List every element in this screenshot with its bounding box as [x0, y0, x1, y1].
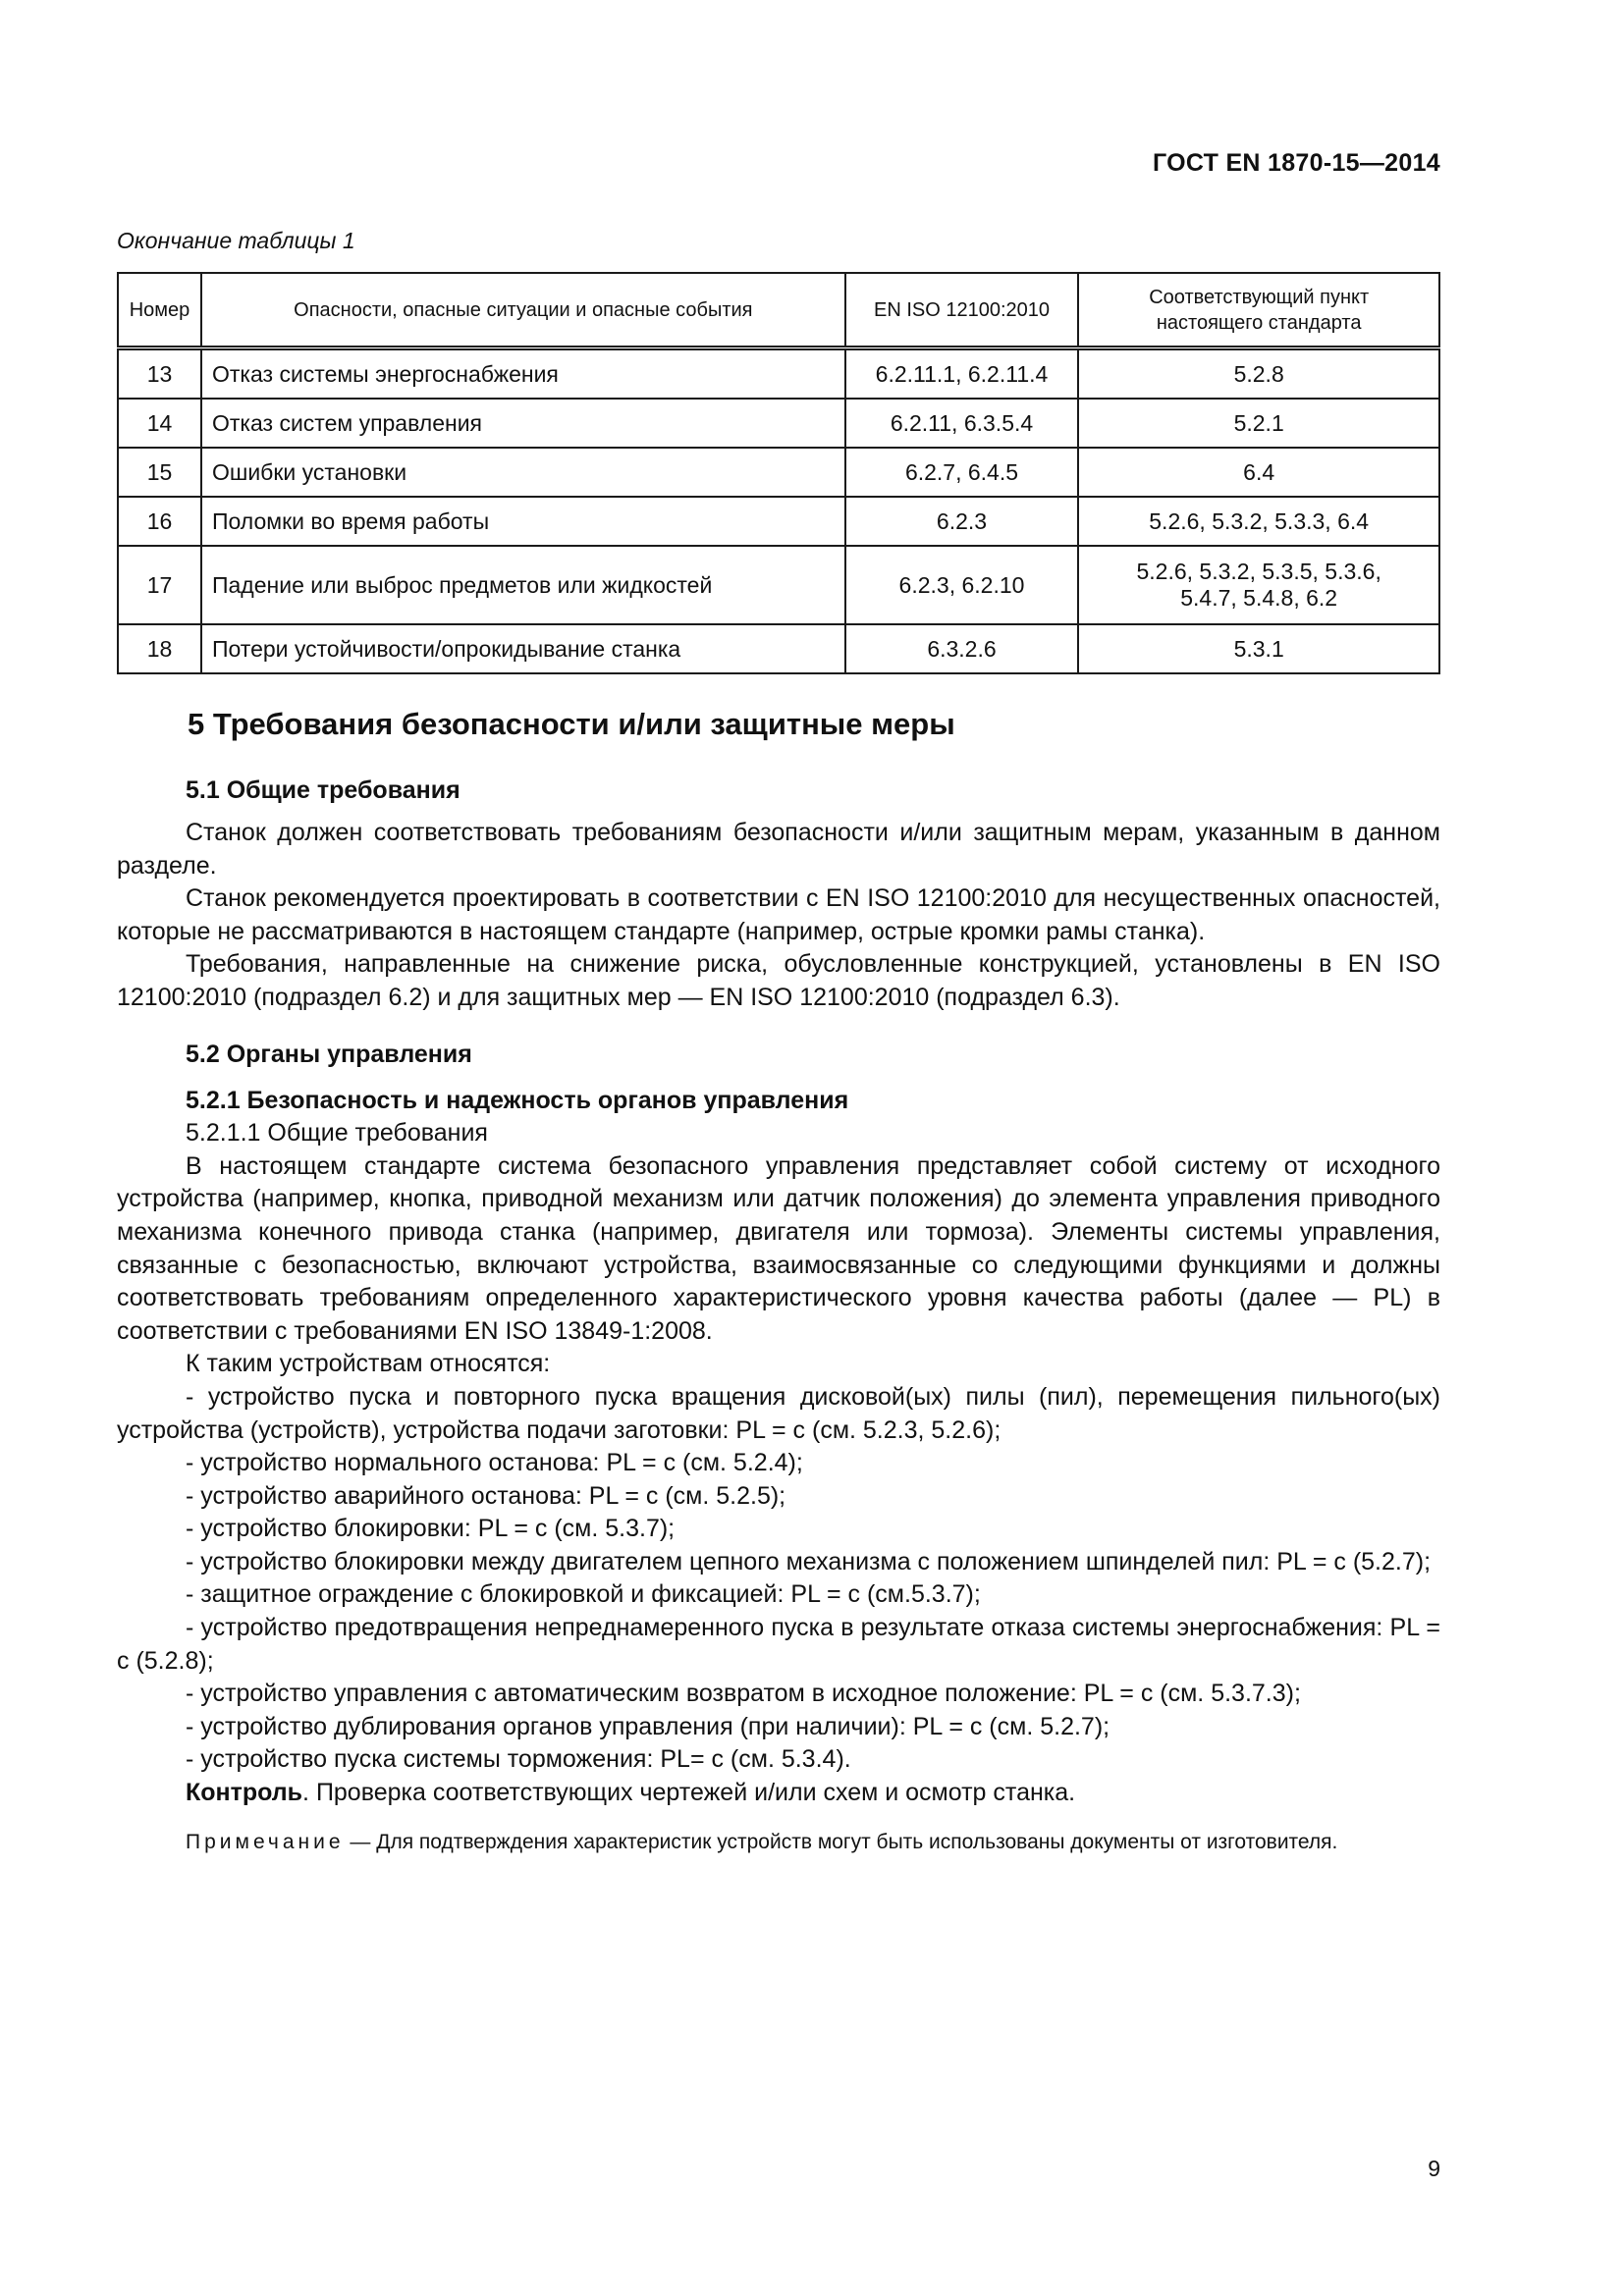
- row-number-cell: 15: [118, 448, 201, 497]
- row-number-cell: 14: [118, 399, 201, 448]
- standard-code-header: ГОСТ EN 1870-15—2014: [1153, 149, 1440, 177]
- table-row: [118, 348, 1439, 400]
- row-iso-cell: 6.2.7, 6.4.5: [845, 448, 1079, 497]
- paragraph: В настоящем стандарте система безопасного управления представляет собой систему от исходного устройства (например, кнопка, приводной механизм или датчик положения) до элемента управления приводного механизма конечного привода станка (например, двигателя или тормоза). Элементы системы управления, связанные с безопасностью, включают устройства, взаимосвязанные со следующими функциями и должны соответствовать требованиям определенного характеристического уровня качества работы (далее — PL) в соответствии с требованиями EN ISO 13849-1:2008.: [117, 1151, 1440, 1345]
- column-header-number: Номер: [118, 273, 201, 348]
- row-iso-cell: 6.3.2.6: [845, 624, 1079, 673]
- paragraph: Станок рекомендуется проектировать в соответствии с EN ISO 12100:2010 для несущественных опасностей, которые не рассматриваются в настоящем стандарте (например, острые кромки рамы станка).: [117, 884, 1440, 945]
- note-paragraph: [117, 1828, 1440, 1856]
- section-5-title: 5 Требования безопасности и/или защитные меры: [188, 707, 955, 741]
- list-intro: К таким устройствам относятся:: [186, 1350, 551, 1378]
- list-item: - защитное ограждение с блокировкой и фиксацией: PL = с (см.5.3.7);: [186, 1580, 981, 1609]
- list-item: - устройство дублирования органов управления (при наличии): PL = с (см. 5.2.7);: [186, 1712, 1110, 1740]
- list-item: - устройство пуска системы торможения: PL= с (см. 5.3.4).: [186, 1745, 851, 1774]
- table-row: [118, 497, 1439, 546]
- row-hazard-cell: Падение или выброс предметов или жидкостей: [201, 546, 845, 624]
- list-item: - устройство пуска и повторного пуска вращения дисковой(ых) пилы (пил), перемещения пильного(ых) устройства (устройств), устройства подачи заготовки: PL = с (см. 5.2.3, 5.2.6);: [117, 1382, 1440, 1444]
- list-item: - устройство аварийного останова: PL = с (см. 5.2.5);: [186, 1481, 786, 1510]
- row-iso-cell: 6.2.3, 6.2.10: [845, 546, 1079, 624]
- row-clause-cell: 5.3.1: [1078, 624, 1439, 673]
- row-number-cell: 13: [118, 348, 201, 400]
- note-label: Примечание: [186, 1830, 345, 1853]
- list-item: - устройство блокировки: PL = с (см. 5.3.7);: [186, 1515, 676, 1543]
- section-5-2-1-1-title: 5.2.1.1 Общие требования: [186, 1119, 488, 1148]
- row-number-cell: 16: [118, 497, 201, 546]
- row-hazard-cell: Ошибки установки: [201, 448, 845, 497]
- row-hazard-cell: Потери устойчивости/опрокидывание станка: [201, 624, 845, 673]
- column-header-clause: Соответствующий пункт настоящего стандарта: [1078, 273, 1439, 348]
- section-5-2-title: 5.2 Органы управления: [186, 1040, 472, 1068]
- page-number: 9: [1428, 2156, 1440, 2181]
- table-row: [118, 624, 1439, 673]
- column-header-hazards: Опасности, опасные ситуации и опасные события: [201, 273, 845, 348]
- row-hazard-cell: Отказ систем управления: [201, 399, 845, 448]
- section-5-content: [117, 705, 1440, 1856]
- row-clause-cell: 5.2.6, 5.3.2, 5.3.3, 6.4: [1078, 497, 1439, 546]
- row-clause-cell: 5.2.8: [1078, 348, 1439, 400]
- control-label: Контроль: [186, 1779, 303, 1807]
- list-item: - устройство управления с автоматическим возвратом в исходное положение: PL = с (см. 5.3.7.3);: [186, 1680, 1301, 1708]
- row-clause-cell: 5.2.1: [1078, 399, 1439, 448]
- row-hazard-cell: Поломки во время работы: [201, 497, 845, 546]
- section-5-2-1-title: 5.2.1 Безопасность и надежность органов управления: [186, 1086, 849, 1114]
- list-item: - устройство нормального останова: PL = с (см. 5.2.4);: [186, 1449, 803, 1477]
- section-5-1-title: 5.1 Общие требования: [186, 776, 460, 804]
- table-row: [118, 546, 1439, 624]
- row-hazard-cell: Отказ системы энергоснабжения: [201, 348, 845, 400]
- table-row: [118, 399, 1439, 448]
- row-clause-cell: 5.2.6, 5.3.2, 5.3.5, 5.3.6, 5.4.7, 5.4.8, 6.2: [1078, 546, 1439, 624]
- row-number-cell: 18: [118, 624, 201, 673]
- paragraph: Станок должен соответствовать требованиям безопасности и/или защитным мерам, указанным в данном разделе.: [117, 819, 1440, 880]
- table-caption: Окончание таблицы 1: [117, 228, 355, 253]
- paragraph: Требования, направленные на снижение риска, обусловленные конструкцией, установлены в EN ISO 12100:2010 (подраздел 6.2) и для защитных мер — EN ISO 12100:2010 (подраздел 6.3).: [117, 950, 1440, 1011]
- table-header-row: [118, 273, 1439, 348]
- column-header-iso: EN ISO 12100:2010: [845, 273, 1079, 348]
- table-row: [118, 448, 1439, 497]
- note-text: — Для подтверждения характеристик устройств могут быть использованы документы от изготовителя.: [344, 1830, 1338, 1853]
- list-item: - устройство предотвращения непреднамеренного пуска в результате отказа системы энергоснабжения: PL = с (5.2.8);: [117, 1614, 1440, 1675]
- control-paragraph: [186, 1777, 1440, 1810]
- row-clause-cell: 6.4: [1078, 448, 1439, 497]
- list-item: - устройство блокировки между двигателем цепного механизма с положением шпинделей пил: PL = с (5.2.7);: [186, 1547, 1432, 1575]
- control-text: . Проверка соответствующих чертежей и/или схем и осмотр станка.: [302, 1779, 1076, 1807]
- hazards-table: [117, 272, 1440, 674]
- row-iso-cell: 6.2.11, 6.3.5.4: [845, 399, 1079, 448]
- row-iso-cell: 6.2.11.1, 6.2.11.4: [845, 348, 1079, 400]
- row-iso-cell: 6.2.3: [845, 497, 1079, 546]
- row-number-cell: 17: [118, 546, 201, 624]
